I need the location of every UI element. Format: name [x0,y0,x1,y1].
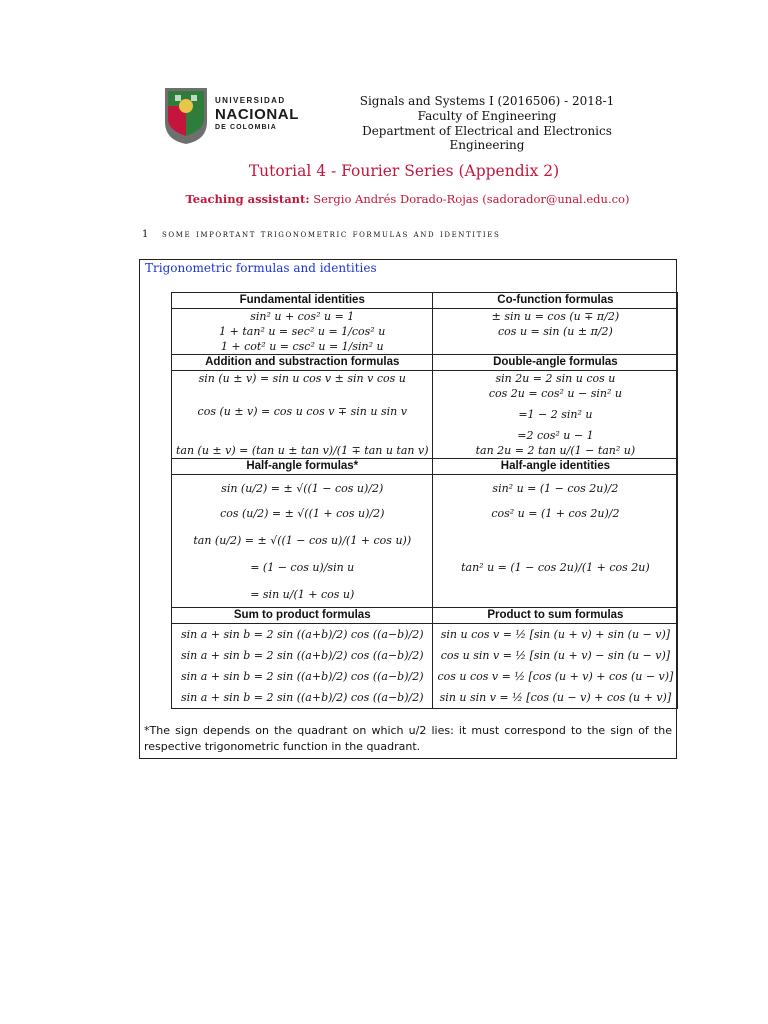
header-addition: Addition and substraction formulas [172,355,433,371]
logo-wordmark [215,97,299,131]
course-line [327,94,647,108]
formula: =1 − 2 sin² u [518,408,593,421]
formula: tan (u ± v) = (tan u ± tan v)/(1 ∓ tan u tan v) [176,444,429,457]
section-number: 1 [142,229,150,240]
table-header-row [172,355,678,371]
cell-double [433,371,678,459]
header-double: Double-angle formulas [433,355,678,371]
formula: cos (u/2) = ± √((1 + cos u)/2) [220,507,385,520]
coat-of-arms-icon [165,88,207,144]
formula: tan 2u = 2 tan u/(1 − tan² u) [475,444,636,457]
teaching-assistant [0,192,768,206]
formula: sin a + sin b = 2 sin ((a+b)/2) cos ((a−b)/2) [180,628,424,641]
formula: sin u cos v = ½ [sin (u + v) + sin (u − v)] [440,628,671,641]
table-header-row [172,608,678,624]
table-header-row [172,293,678,309]
header-half-identities: Half-angle identities [433,459,678,475]
cell-sum-to-product [172,624,433,709]
formula-table [171,292,678,709]
box-title: Trigonometric formulas and identities [145,261,377,275]
header-half-formulas: Half-angle formulas* [172,459,433,475]
formula-box [139,259,677,759]
formula: cos u sin v = ½ [sin (u + v) − sin (u − v)] [440,649,671,662]
formula: ± sin u = cos (u ∓ π/2) [491,310,620,323]
table-header-row [172,459,678,475]
assistant-value: Sergio Andrés Dorado-Rojas (sadorador@unal.edu.co) [313,192,630,206]
cell-addition [172,371,433,459]
header-cofunction: Co-function formulas [433,293,678,309]
header-sum-to-product: Sum to product formulas [172,608,433,624]
faculty-line [327,109,647,123]
formula: cos (u ± v) = cos u cos v ∓ sin u sin v [197,405,407,418]
cell-half-identities [433,475,678,608]
cell-cofunction [433,309,678,355]
formula: sin a + sin b = 2 sin ((a+b)/2) cos ((a−b)/2) [180,649,424,662]
formula: =2 cos² u − 1 [517,429,594,442]
assistant-label: Teaching assistant: [185,192,310,206]
formula: = sin u/(1 + cos u) [250,588,355,601]
cell-fundamental [172,309,433,355]
formula: sin 2u = 2 sin u cos u [495,372,616,385]
formula: sin (u ± v) = sin u cos v ± sin v cos u [198,372,406,385]
table-row [172,371,678,459]
formula: 1 + cot² u = csc² u = 1/sin² u [220,340,384,353]
page-title: Tutorial 4 - Fourier Series (Appendix 2) [248,162,560,180]
formula: sin² u = (1 − cos 2u)/2 [492,482,619,495]
formula: tan (u/2) = ± √((1 − cos u)/(1 + cos u)) [193,534,412,547]
formula: cos u = sin (u ± π/2) [498,325,613,338]
table-row [172,475,678,608]
formula: sin (u/2) = ± √((1 − cos u)/2) [221,482,384,495]
footnote: *The sign depends on the quadrant on which u/2 lies: it must correspond to the sign of the respective trigonometric function in the quadrant. [144,724,672,753]
formula: = (1 − cos u)/sin u [250,561,355,574]
formula: cos u cos v = ½ [cos (u + v) + cos (u − v)] [437,670,674,683]
formula: cos 2u = cos² u − sin² u [488,387,622,400]
formula: cos² u = (1 + cos 2u)/2 [491,507,620,520]
department-line [327,124,647,152]
header-fundamental: Fundamental identities [172,293,433,309]
formula: 1 + tan² u = sec² u = 1/cos² u [219,325,386,338]
formula: sin a + sin b = 2 sin ((a+b)/2) cos ((a−b)/2) [180,691,424,704]
logo-line-2: NACIONAL [215,106,299,123]
department-text: Department of Electrical and Electronics Engineering [362,124,612,152]
logo-line-1: UNIVERSIDAD [215,96,286,105]
formula: tan² u = (1 − cos 2u)/(1 + cos 2u) [461,561,650,574]
cell-half-formulas [172,475,433,608]
table-row [172,309,678,355]
formula: sin² u + cos² u = 1 [250,310,355,323]
faculty-text: Faculty of Engineering [417,109,557,123]
course-text: Signals and Systems I (2016506) - 2018-1 [359,94,615,108]
formula: sin a + sin b = 2 sin ((a+b)/2) cos ((a−b)/2) [180,670,424,683]
header-product-to-sum: Product to sum formulas [433,608,678,624]
table-row [172,624,678,709]
formula: sin u sin v = ½ [cos (u − v) + cos (u + v)] [439,691,672,704]
logo-line-3: DE COLOMBIA [215,124,277,131]
section-heading [142,229,500,240]
cell-product-to-sum [433,624,678,709]
section-title: some important trigonometric formulas and identities [161,229,501,240]
